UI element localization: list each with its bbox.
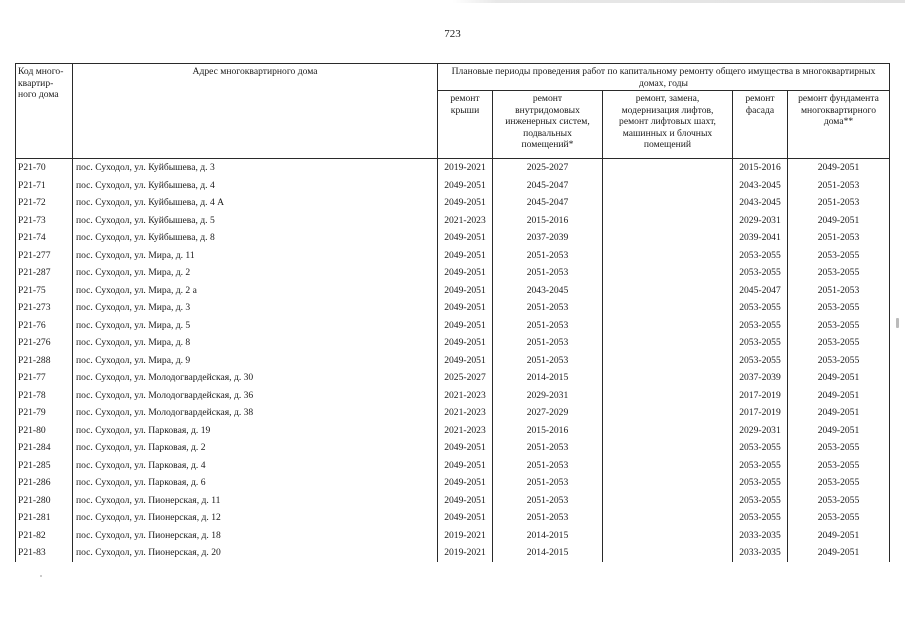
cell-code: P21-79	[16, 404, 73, 422]
table-row	[16, 264, 890, 282]
cell-foundation: 2053-2055	[788, 492, 890, 510]
cell-internal: 2051-2053	[493, 264, 603, 282]
cell-internal: 2045-2047	[493, 177, 603, 195]
table-row	[16, 229, 890, 247]
cell-internal: 2051-2053	[493, 247, 603, 265]
cell-roof: 2019-2021	[438, 159, 493, 177]
cell-address: пос. Суходол, ул. Куйбышева, д. 3	[73, 159, 438, 177]
cell-internal: 2051-2053	[493, 334, 603, 352]
cell-facade: 2039-2041	[733, 229, 788, 247]
cell-code: P21-78	[16, 387, 73, 405]
cell-facade: 2043-2045	[733, 177, 788, 195]
cell-roof: 2049-2051	[438, 247, 493, 265]
cell-code: P21-285	[16, 457, 73, 475]
cell-address: пос. Суходол, ул. Пионерская, д. 12	[73, 509, 438, 527]
cell-address: пос. Суходол, ул. Мира, д. 2 а	[73, 282, 438, 300]
cell-foundation: 2049-2051	[788, 159, 890, 177]
page-number: 723	[444, 28, 461, 40]
cell-elevator	[603, 492, 733, 510]
cell-address: пос. Суходол, ул. Парковая, д. 19	[73, 422, 438, 440]
cell-elevator	[603, 317, 733, 335]
cell-code: P21-70	[16, 159, 73, 177]
cell-elevator	[603, 282, 733, 300]
cell-internal: 2014-2015	[493, 527, 603, 545]
cell-address: пос. Суходол, ул. Пионерская, д. 11	[73, 492, 438, 510]
table-row	[16, 509, 890, 527]
cell-internal: 2027-2029	[493, 404, 603, 422]
scan-speck	[40, 575, 42, 577]
cell-roof: 2019-2021	[438, 544, 493, 562]
cell-internal: 2051-2053	[493, 509, 603, 527]
cell-elevator	[603, 352, 733, 370]
cell-roof: 2021-2023	[438, 212, 493, 230]
cell-roof: 2019-2021	[438, 527, 493, 545]
cell-facade: 2053-2055	[733, 317, 788, 335]
header-periods: Плановые периоды проведения работ по капитальному ремонту общего имущества в многоквартирных домах, годы	[438, 64, 890, 91]
cell-foundation: 2051-2053	[788, 194, 890, 212]
repair-schedule-table	[15, 63, 890, 562]
cell-code: P21-82	[16, 527, 73, 545]
cell-internal: 2014-2015	[493, 544, 603, 562]
cell-internal: 2051-2053	[493, 352, 603, 370]
cell-elevator	[603, 159, 733, 177]
cell-code: P21-273	[16, 299, 73, 317]
cell-foundation: 2049-2051	[788, 527, 890, 545]
cell-address: пос. Суходол, ул. Куйбышева, д. 4 А	[73, 194, 438, 212]
cell-elevator	[603, 404, 733, 422]
cell-address: пос. Суходол, ул. Мира, д. 9	[73, 352, 438, 370]
cell-facade: 2053-2055	[733, 247, 788, 265]
cell-code: P21-277	[16, 247, 73, 265]
cell-address: пос. Суходол, ул. Куйбышева, д. 8	[73, 229, 438, 247]
cell-roof: 2049-2051	[438, 264, 493, 282]
table-row	[16, 299, 890, 317]
cell-address: пос. Суходол, ул. Куйбышева, д. 4	[73, 177, 438, 195]
table-row	[16, 492, 890, 510]
cell-facade: 2029-2031	[733, 422, 788, 440]
cell-address: пос. Суходол, ул. Молодогвардейская, д. 30	[73, 369, 438, 387]
cell-roof: 2049-2051	[438, 334, 493, 352]
header-code: Код много- квартир- ного дома	[16, 64, 73, 159]
cell-facade: 2037-2039	[733, 369, 788, 387]
cell-elevator	[603, 247, 733, 265]
table-row	[16, 457, 890, 475]
cell-facade: 2045-2047	[733, 282, 788, 300]
cell-elevator	[603, 422, 733, 440]
cell-roof: 2049-2051	[438, 194, 493, 212]
table-row	[16, 422, 890, 440]
cell-address: пос. Суходол, ул. Мира, д. 5	[73, 317, 438, 335]
cell-facade: 2053-2055	[733, 474, 788, 492]
cell-code: P21-286	[16, 474, 73, 492]
cell-foundation: 2049-2051	[788, 212, 890, 230]
cell-internal: 2037-2039	[493, 229, 603, 247]
cell-roof: 2025-2027	[438, 369, 493, 387]
cell-roof: 2049-2051	[438, 474, 493, 492]
cell-elevator	[603, 527, 733, 545]
scan-speck	[896, 318, 899, 328]
cell-facade: 2053-2055	[733, 509, 788, 527]
cell-foundation: 2053-2055	[788, 247, 890, 265]
cell-address: пос. Суходол, ул. Пионерская, д. 20	[73, 544, 438, 562]
cell-internal: 2051-2053	[493, 317, 603, 335]
cell-foundation: 2053-2055	[788, 334, 890, 352]
cell-foundation: 2049-2051	[788, 369, 890, 387]
table-row	[16, 212, 890, 230]
cell-elevator	[603, 334, 733, 352]
table-row	[16, 247, 890, 265]
cell-code: P21-83	[16, 544, 73, 562]
header-facade: ремонт фасада	[733, 91, 788, 159]
cell-internal: 2025-2027	[493, 159, 603, 177]
table-row	[16, 474, 890, 492]
cell-code: P21-74	[16, 229, 73, 247]
cell-elevator	[603, 544, 733, 562]
cell-elevator	[603, 474, 733, 492]
table-row	[16, 387, 890, 405]
header-foundation: ремонт фундамента многоквартирного дома**	[788, 91, 890, 159]
cell-foundation: 2053-2055	[788, 474, 890, 492]
cell-elevator	[603, 177, 733, 195]
cell-elevator	[603, 387, 733, 405]
cell-roof: 2049-2051	[438, 509, 493, 527]
cell-roof: 2049-2051	[438, 177, 493, 195]
cell-facade: 2033-2035	[733, 527, 788, 545]
header-internal: ремонт внутридомовых инженерных систем, подвальных помещений*	[493, 91, 603, 159]
table-row	[16, 194, 890, 212]
cell-foundation: 2051-2053	[788, 282, 890, 300]
cell-foundation: 2049-2051	[788, 387, 890, 405]
cell-facade: 2053-2055	[733, 264, 788, 282]
scan-artifact	[0, 0, 905, 3]
cell-internal: 2051-2053	[493, 492, 603, 510]
cell-code: P21-76	[16, 317, 73, 335]
table-row	[16, 177, 890, 195]
cell-roof: 2021-2023	[438, 387, 493, 405]
cell-elevator	[603, 194, 733, 212]
cell-roof: 2049-2051	[438, 282, 493, 300]
table-row	[16, 404, 890, 422]
cell-foundation: 2053-2055	[788, 352, 890, 370]
cell-code: P21-77	[16, 369, 73, 387]
cell-facade: 2053-2055	[733, 457, 788, 475]
cell-address: пос. Суходол, ул. Мира, д. 2	[73, 264, 438, 282]
table-row	[16, 282, 890, 300]
cell-elevator	[603, 299, 733, 317]
cell-address: пос. Суходол, ул. Пионерская, д. 18	[73, 527, 438, 545]
table-row	[16, 527, 890, 545]
cell-foundation: 2053-2055	[788, 299, 890, 317]
cell-internal: 2051-2053	[493, 439, 603, 457]
cell-facade: 2053-2055	[733, 439, 788, 457]
cell-elevator	[603, 369, 733, 387]
cell-facade: 2043-2045	[733, 194, 788, 212]
cell-roof: 2049-2051	[438, 299, 493, 317]
cell-elevator	[603, 439, 733, 457]
cell-internal: 2043-2045	[493, 282, 603, 300]
cell-address: пос. Суходол, ул. Молодогвардейская, д. 38	[73, 404, 438, 422]
cell-code: P21-80	[16, 422, 73, 440]
cell-roof: 2021-2023	[438, 422, 493, 440]
cell-facade: 2029-2031	[733, 212, 788, 230]
cell-facade: 2053-2055	[733, 352, 788, 370]
cell-internal: 2051-2053	[493, 457, 603, 475]
cell-code: P21-280	[16, 492, 73, 510]
cell-code: P21-72	[16, 194, 73, 212]
cell-internal: 2014-2015	[493, 369, 603, 387]
cell-facade: 2053-2055	[733, 299, 788, 317]
cell-roof: 2049-2051	[438, 457, 493, 475]
cell-facade: 2015-2016	[733, 159, 788, 177]
cell-address: пос. Суходол, ул. Парковая, д. 6	[73, 474, 438, 492]
cell-code: P21-276	[16, 334, 73, 352]
cell-address: пос. Суходол, ул. Мира, д. 11	[73, 247, 438, 265]
cell-foundation: 2053-2055	[788, 264, 890, 282]
table-body	[16, 159, 890, 562]
cell-foundation: 2053-2055	[788, 457, 890, 475]
cell-code: P21-287	[16, 264, 73, 282]
table-row	[16, 352, 890, 370]
cell-facade: 2017-2019	[733, 404, 788, 422]
cell-facade: 2053-2055	[733, 492, 788, 510]
cell-foundation: 2053-2055	[788, 509, 890, 527]
cell-elevator	[603, 457, 733, 475]
cell-foundation: 2051-2053	[788, 177, 890, 195]
cell-roof: 2021-2023	[438, 404, 493, 422]
table-row	[16, 334, 890, 352]
cell-code: P21-288	[16, 352, 73, 370]
cell-foundation: 2049-2051	[788, 404, 890, 422]
cell-foundation: 2049-2051	[788, 422, 890, 440]
header-row-top	[16, 64, 890, 91]
cell-code: P21-75	[16, 282, 73, 300]
cell-elevator	[603, 229, 733, 247]
cell-facade: 2053-2055	[733, 334, 788, 352]
cell-foundation: 2053-2055	[788, 439, 890, 457]
cell-code: P21-284	[16, 439, 73, 457]
cell-internal: 2051-2053	[493, 299, 603, 317]
cell-foundation: 2051-2053	[788, 229, 890, 247]
cell-elevator	[603, 509, 733, 527]
cell-roof: 2049-2051	[438, 492, 493, 510]
table-row	[16, 159, 890, 177]
cell-roof: 2049-2051	[438, 352, 493, 370]
cell-address: пос. Суходол, ул. Парковая, д. 2	[73, 439, 438, 457]
cell-code: P21-71	[16, 177, 73, 195]
cell-elevator	[603, 212, 733, 230]
cell-roof: 2049-2051	[438, 229, 493, 247]
table-row	[16, 439, 890, 457]
cell-roof: 2049-2051	[438, 317, 493, 335]
header-address: Адрес многоквартирного дома	[73, 64, 438, 159]
header-elevator: ремонт, замена, модернизация лифтов, ремонт лифтовых шахт, машинных и блочных помещений	[603, 91, 733, 159]
cell-internal: 2015-2016	[493, 212, 603, 230]
cell-roof: 2049-2051	[438, 439, 493, 457]
table-row	[16, 317, 890, 335]
cell-foundation: 2053-2055	[788, 317, 890, 335]
header-roof: ремонт крыши	[438, 91, 493, 159]
cell-address: пос. Суходол, ул. Куйбышева, д. 5	[73, 212, 438, 230]
cell-foundation: 2049-2051	[788, 544, 890, 562]
cell-internal: 2015-2016	[493, 422, 603, 440]
cell-address: пос. Суходол, ул. Мира, д. 8	[73, 334, 438, 352]
cell-address: пос. Суходол, ул. Мира, д. 3	[73, 299, 438, 317]
cell-internal: 2051-2053	[493, 474, 603, 492]
cell-address: пос. Суходол, ул. Молодогвардейская, д. 36	[73, 387, 438, 405]
cell-facade: 2017-2019	[733, 387, 788, 405]
cell-internal: 2045-2047	[493, 194, 603, 212]
cell-internal: 2029-2031	[493, 387, 603, 405]
cell-facade: 2033-2035	[733, 544, 788, 562]
cell-elevator	[603, 264, 733, 282]
cell-code: P21-73	[16, 212, 73, 230]
cell-address: пос. Суходол, ул. Парковая, д. 4	[73, 457, 438, 475]
table-row	[16, 544, 890, 562]
cell-code: P21-281	[16, 509, 73, 527]
table-row	[16, 369, 890, 387]
